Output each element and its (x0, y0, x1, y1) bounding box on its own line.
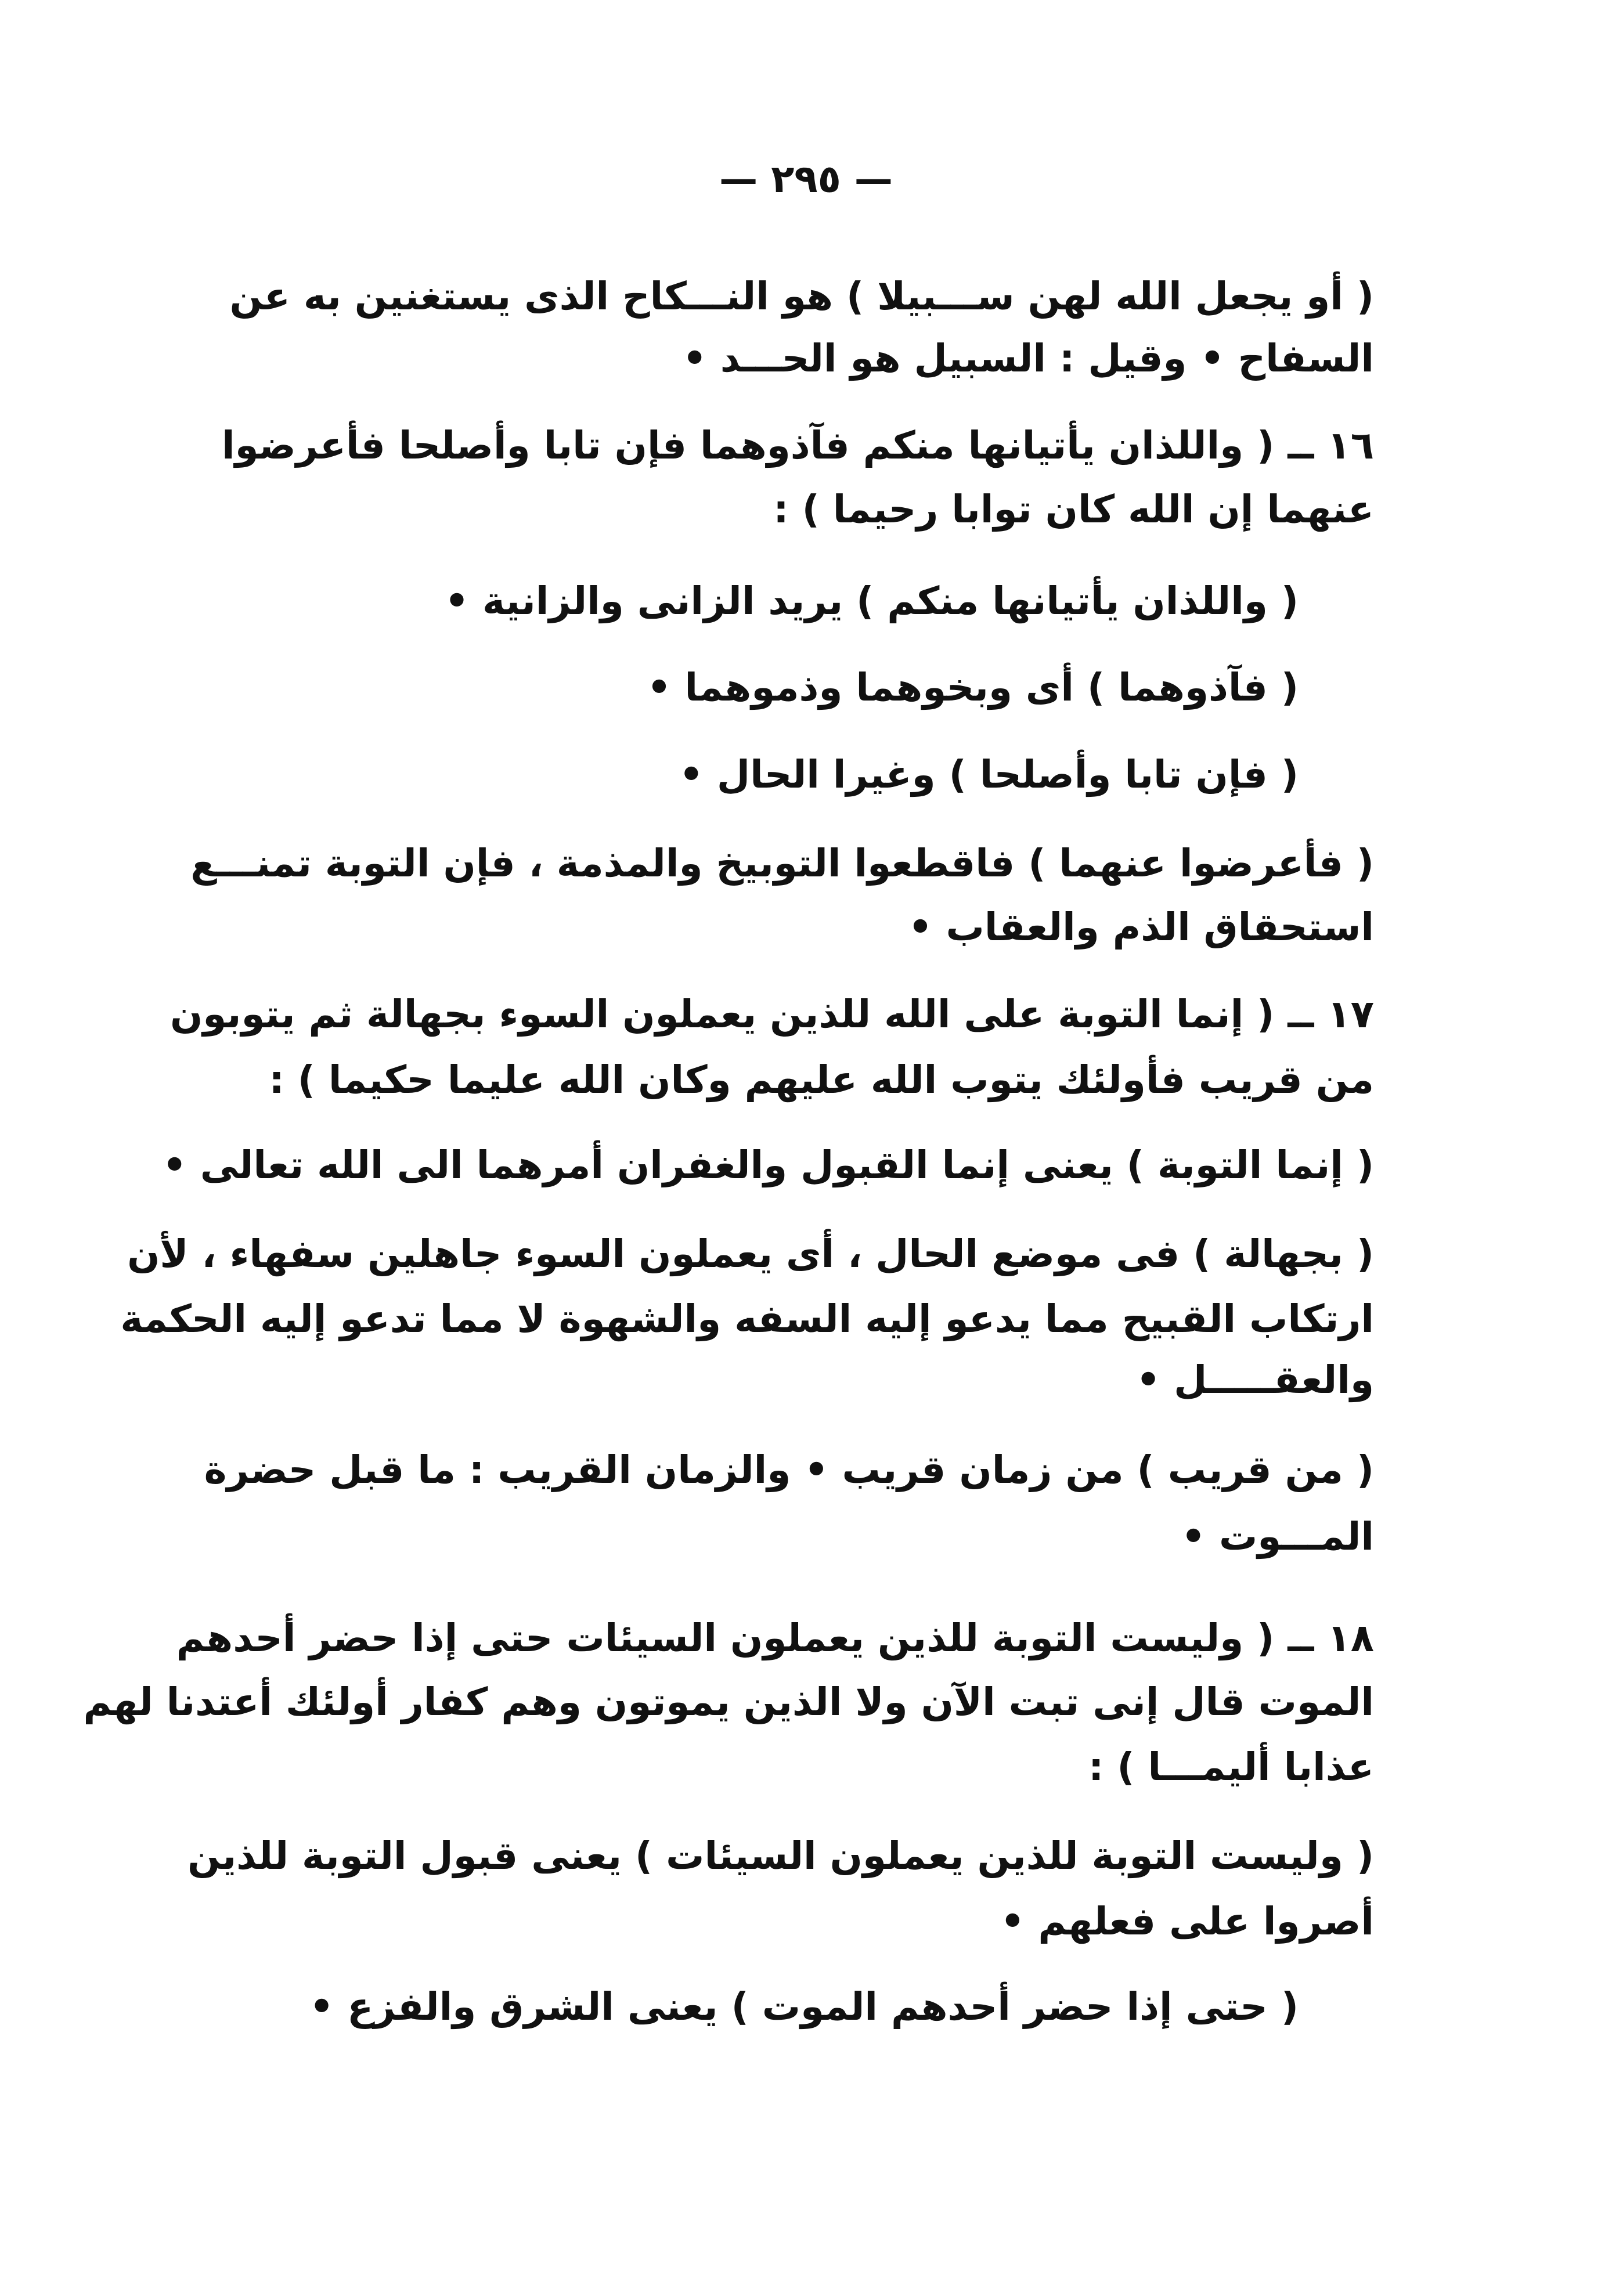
text-line: ( حتى إذا حضر أحدهم الموت ) يعنى الشرق والفزع • (309, 1984, 1299, 2029)
text-line: ( من قريب ) من زمان قريب • والزمان القريب : ما قبل حضرة (204, 1447, 1374, 1492)
text-line: أصروا على فعلهم • (1000, 1899, 1374, 1944)
text-line: من قريب فأولئك يتوب الله عليهم وكان الله عليما حكيما ) : (269, 1057, 1374, 1102)
text-line: ١٦ ــ ( واللذان يأتيانها منكم فآذوهما فإن تابا وأصلحا فأعرضوا (221, 423, 1374, 468)
text-line: عنهما إن الله كان توابا رحيما ) : (773, 487, 1374, 532)
text-line: ( إنما التوبة ) يعنى إنما القبول والغفران أمرهما الى الله تعالى • (162, 1143, 1374, 1187)
text-line: ( فإن تابا وأصلحا ) وغيرا الحال • (679, 752, 1299, 797)
text-line: ١٨ ــ ( وليست التوبة للذين يعملون السيئات حتى إذا حضر أحدهم (176, 1616, 1374, 1660)
text-line: السفاح • وقيل : السبيل هو الحـــد • (682, 336, 1374, 381)
page-number: — ٢٩٥ — (719, 157, 893, 201)
text-line: عذابا أليمـــا ) : (1088, 1745, 1374, 1789)
text-line: ( فأعرضوا عنهما ) فاقطعوا التوبيخ والمذمة ، فإن التوبة تمنـــع (190, 841, 1374, 886)
text-line: ( وليست التوبة للذين يعملون السيئات ) يعنى قبول التوبة للذين (187, 1833, 1374, 1878)
text-line: الموت قال إنى تبت الآن ولا الذين يموتون وهم كفار أولئك أعتدنا لهم (83, 1680, 1374, 1724)
text-line: ( بجهالة ) فى موضع الحال ، أى يعملون السوء جاهلين سفهاء ، لأن (127, 1232, 1374, 1276)
text-line: ( واللذان يأتيانها منكم ) يريد الزانى والزانية • (444, 579, 1299, 623)
text-line: ارتكاب القبيح مما يدعو إليه السفه والشهوة لا مما تدعو إليه الحكمة (120, 1297, 1374, 1341)
text-line: المـــوت • (1181, 1514, 1374, 1559)
text-line: ١٧ ــ ( إنما التوبة على الله للذين يعملون السوء بجهالة ثم يتوبون (170, 992, 1374, 1037)
text-line: ( أو يجعل الله لهن ســـبيلا ) هو النـــكاح الذى يستغنين به عن (229, 274, 1374, 319)
text-line: والعقـــــل • (1135, 1358, 1374, 1402)
text-line: ( فآذوهما ) أى وبخوهما وذموهما • (647, 665, 1299, 710)
text-line: استحقاق الذم والعقاب • (908, 905, 1374, 950)
